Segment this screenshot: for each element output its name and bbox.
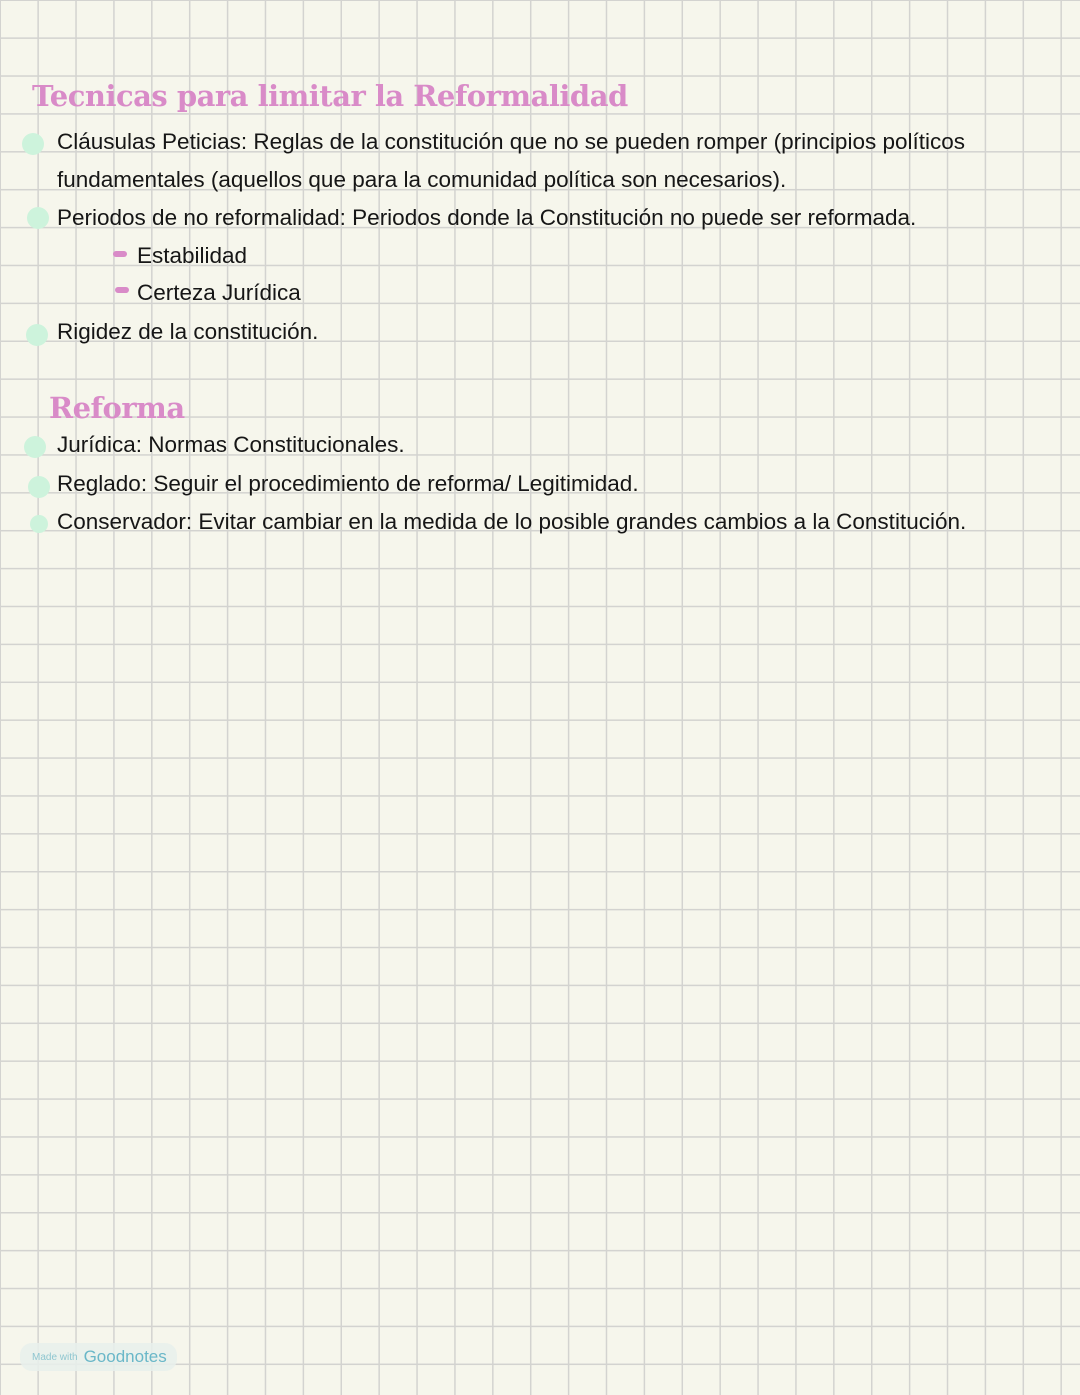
list-item-conservador: Conservador: Evitar cambiar en la medida de lo posible grandes cambios a la Constitución.: [57, 509, 967, 534]
list-item-clausulas-line2: fundamentales (aquellos que para la comunidad política son necesarios).: [57, 167, 787, 192]
list-item-reglado: Reglado: Seguir el procedimiento de reforma/ Legitimidad.: [57, 471, 639, 496]
bullet-dot: [24, 436, 46, 458]
goodnotes-logo-text: Goodnotes: [83, 1347, 167, 1366]
bullet-dot: [26, 324, 48, 346]
bullet-dot: [30, 515, 48, 533]
list-item-clausulas-line1: Cláusulas Peticias: Reglas de la constitución que no se pueden romper (principios políticos: [57, 129, 965, 154]
goodnotes-watermark: [20, 1343, 177, 1371]
section-title-tecnicas: Tecnicas para limitar la Reformalidad: [32, 79, 628, 113]
dash-bullet: [115, 287, 129, 293]
bullet-dot: [28, 476, 50, 498]
sub-item-certeza: Certeza Jurídica: [137, 280, 301, 305]
made-with-label: Made with: [32, 1351, 78, 1363]
dash-bullet: [113, 251, 127, 257]
bullet-dot: [27, 207, 49, 229]
bullet-dot: [22, 133, 44, 155]
sub-item-estabilidad: Estabilidad: [137, 243, 248, 268]
list-item-rigidez: Rigidez de la constitución.: [57, 319, 319, 344]
list-item-juridica: Jurídica: Normas Constitucionales.: [57, 432, 405, 457]
section-title-reforma: Reforma: [49, 391, 185, 425]
list-item-periodos: Periodos de no reformalidad: Periodos donde la Constitución no puede ser reformada.: [57, 205, 917, 230]
